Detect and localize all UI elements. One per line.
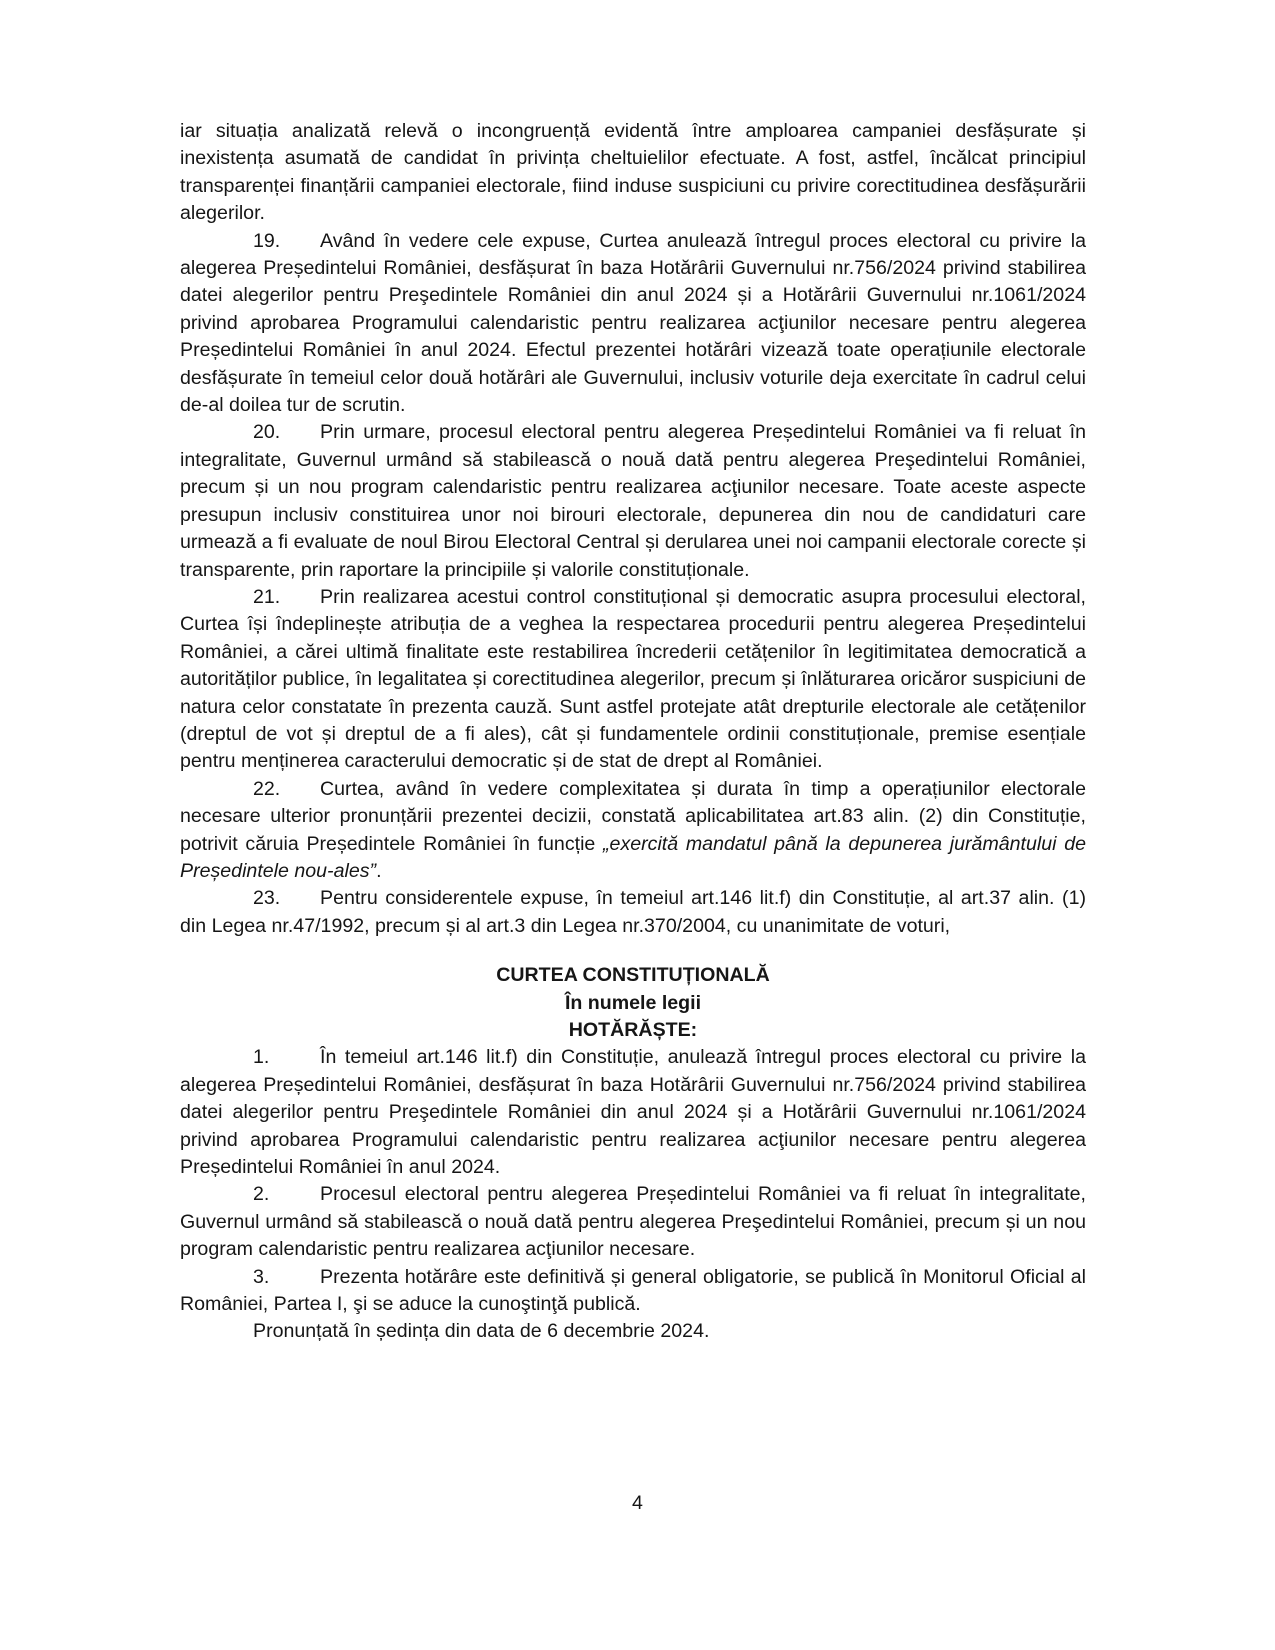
document-body (180, 118, 1086, 1346)
paragraph-number: 19. (253, 229, 281, 252)
paragraph-text: În temeiul art.146 lit.f) din Constituție, anulează întregul proces electoral cu privire la alegerea Președintelui României, desfășurat în baza Hotărârii Guvernului nr.756/2024 privind stabilirea datei alegerilor pentru Preşedintele României din anul 2024 și a Hotărârii Guvernului nr.1061/2024 privind aprobarea Programului calendaristic pentru realizarea acţiunilor necesare pentru alegerea Președintelui României în anul 2024. (180, 1046, 1086, 1179)
paragraph-20 (180, 419, 1086, 583)
paragraph-text: Procesul electoral pentru alegerea Președintelui României va fi reluat în integralitate, Guvernul urmând să stabilească o nouă dată pentru alegerea Preşedintelui României, precum și un nou program calendaristic pentru realizarea acţiunilor necesare. (180, 1183, 1086, 1261)
paragraph-21 (180, 584, 1086, 776)
paragraph-number: 3. (253, 1265, 270, 1288)
paragraph-text: . (376, 859, 382, 882)
ruling-paragraph-2 (180, 1181, 1086, 1263)
paragraph-text: Prezenta hotărâre este definitivă și general obligatorie, se publică în Monitorul Oficial al României, Partea I, şi se aduce la cunoştinţă publică. (180, 1265, 1086, 1316)
paragraph-22 (180, 776, 1086, 886)
paragraph-23 (180, 885, 1086, 940)
court-name-heading: CURTEA CONSTITUȚIONALĂ (496, 964, 770, 987)
paragraph-text: Curtea, având în vedere complexitatea și durata în timp a operațiunilor electorale necesare ulterior pronunțării prezentei decizii, constată aplicabilitatea art.83 alin. (2) din Constituție, potrivit căruia Președintele României în funcție (180, 777, 1086, 855)
paragraph-text: Pentru considerentele expuse, în temeiul art.146 lit.f) din Constituție, al art.37 alin. (1) din Legea nr.47/1992, precum și al art.3 din Legea nr.370/2004, cu unanimitate de voturi, (180, 887, 1086, 937)
paragraph-number: 23. (253, 887, 281, 910)
paragraph-19 (180, 228, 1086, 420)
paragraph-number: 1. (253, 1046, 270, 1069)
paragraph-number: 22. (253, 777, 281, 800)
constitution-quote: „exercită mandatul până la depunerea jurământului de Președintele nou-ales” (180, 832, 1086, 882)
paragraph-number: 20. (253, 421, 281, 444)
pronouncement-line: Pronunțată în ședința din data de 6 decembrie 2024. (253, 1320, 710, 1343)
paragraph-text: Prin realizarea acestui control constituțional și democratic asupra procesului electoral, Curtea își îndeplinește atribuția de a veghea la respectarea procedurii pentru alegerea Președintelui României, a cărei ultimă finalitate este restabilirea încrederii cetățenilor în legitimitatea democratică a autorităților publice, în legalitatea și corectitudinea alegerilor, precum și înlăturarea oricăror suspiciuni de natura celor constatate în prezenta cauză. Sunt astfel protejate atât drepturile electorale ale cetățenilor (dreptul de vot și dreptul de a fi ales), cât și fundamentele ordinii constituționale, premise esențiale pentru menținerea caracterului democratic și de stat de drept al României. (180, 585, 1086, 773)
page-number: 4 (632, 1492, 643, 1514)
paragraph-number: 2. (253, 1183, 270, 1206)
paragraph-text: Prin urmare, procesul electoral pentru alegerea Președintelui României va fi reluat în integralitate, Guvernul urmând să stabilească o nouă dată pentru alegerea Preşedintelui României, precum și un nou program calendaristic pentru realizarea acţiunilor necesare. Toate aceste aspecte presupun inclusiv constituirea unor noi birouri electorale, depunerea din nou de candidaturi care urmează a fi evaluate de noul Birou Electoral Central și derularea unei noi campanii electorale corecte și transparente, prin raportare la principiile și valorile constituționale. (180, 421, 1086, 581)
paragraph-continuation: iar situația analizată relevă o incongruență evidentă între amploarea campaniei desfășurate și inexistența asumată de candidat în privința cheltuielilor efectuate. A fost, astfel, încălcat principiul transparenței finanțării campaniei electorale, fiind induse suspiciuni cu privire corectitudinea desfășurării alegerilor. (180, 120, 1086, 225)
decides-heading: HOTĂRĂȘTE: (568, 1019, 698, 1041)
paragraph-text: Având în vedere cele expuse, Curtea anulează întregul proces electoral cu privire la alegerea Președintelui României, desfășurat în baza Hotărârii Guvernului nr.756/2024 privind stabilirea datei alegerilor pentru Preşedintele României din anul 2024 și a Hotărârii Guvernului nr.1061/2024 privind aprobarea Programului calendaristic pentru realizarea acţiunilor necesare pentru alegerea Președintelui României în anul 2024. Efectul prezentei hotărâri vizează toate operațiunile electorale desfășurate în temeiul celor două hotărâri ale Guvernului, inclusiv voturile deja exercitate în cadrul celui de-al doilea tur de scrutin. (180, 229, 1086, 417)
decision-headings (180, 962, 1086, 1044)
paragraph-number: 21. (253, 585, 281, 608)
ruling-paragraph-3 (180, 1264, 1086, 1319)
ruling-paragraph-1 (180, 1044, 1086, 1181)
in-the-name-of-law-heading: În numele legii (564, 991, 702, 1014)
